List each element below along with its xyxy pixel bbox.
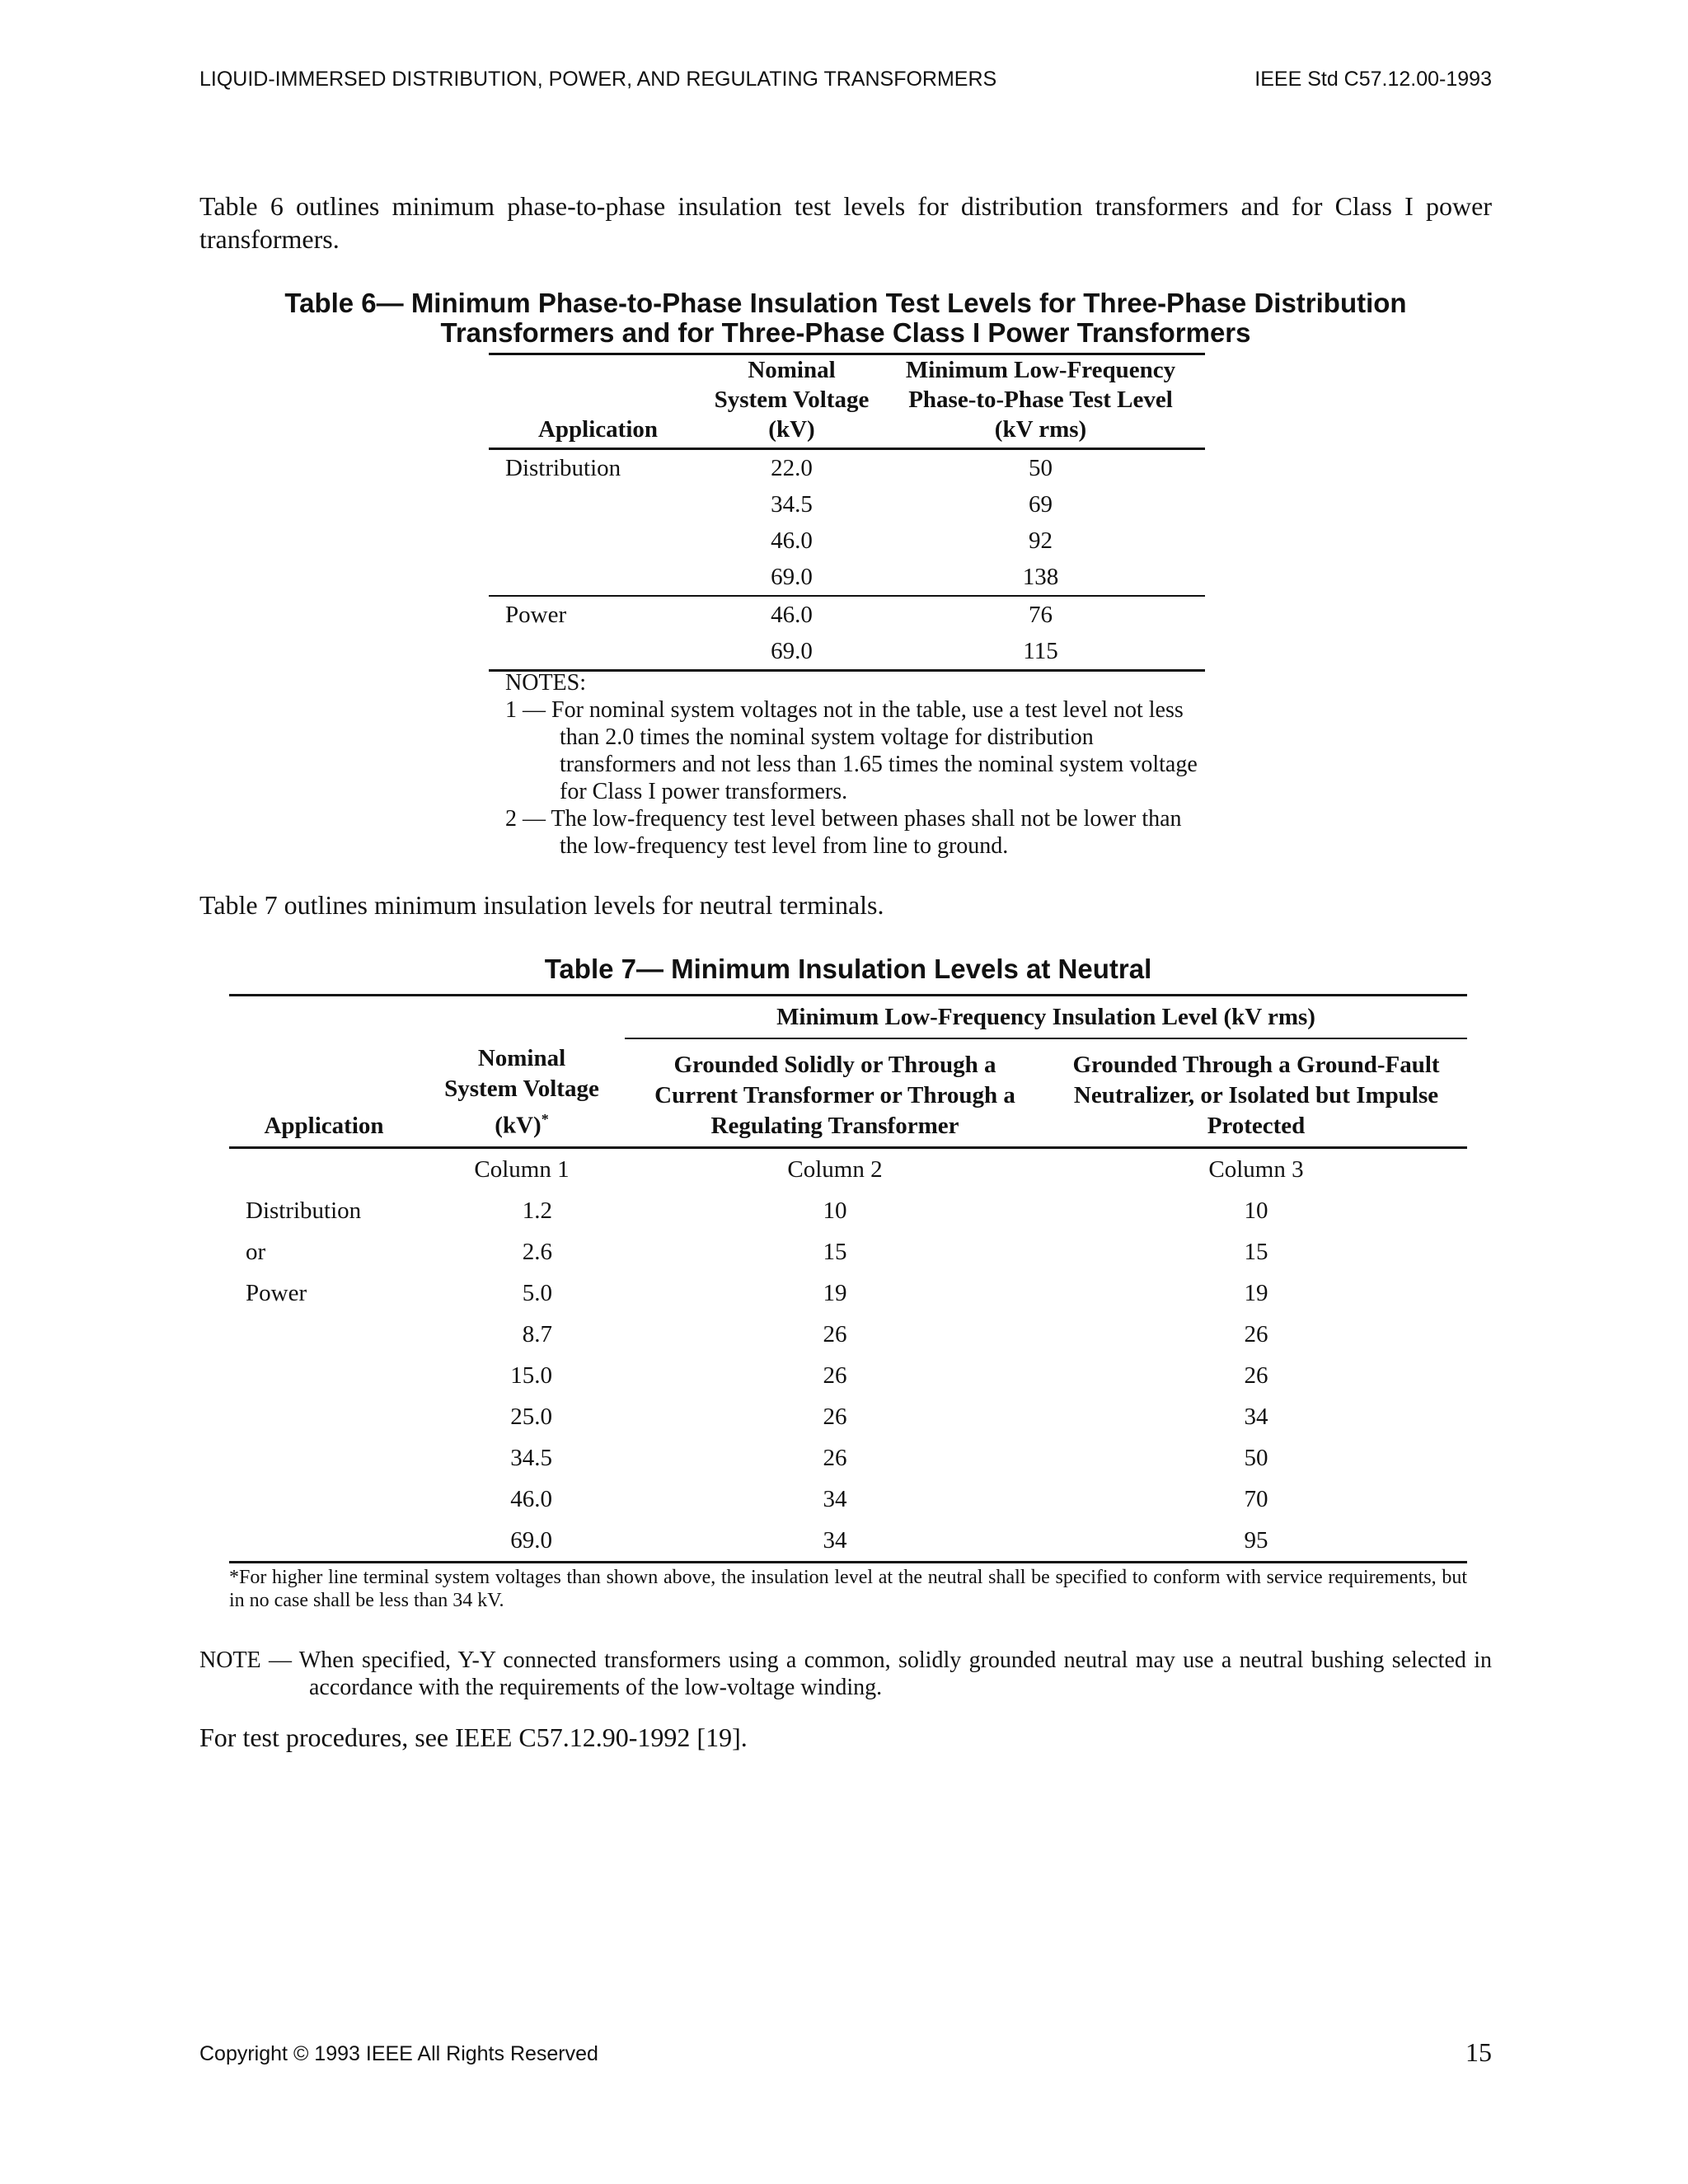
cell-application: Power bbox=[505, 602, 567, 628]
cell-voltage: 1.2 bbox=[522, 1197, 552, 1224]
cell-application bbox=[489, 559, 707, 596]
cell-test-level: 92 bbox=[1029, 527, 1053, 554]
notes-title: NOTES: bbox=[505, 670, 586, 696]
table6-caption bbox=[199, 288, 1492, 348]
table-row bbox=[229, 1231, 1467, 1272]
table-row bbox=[229, 1272, 1467, 1314]
header-line: Protected bbox=[1207, 1112, 1306, 1139]
cell-application bbox=[489, 633, 707, 671]
cell-voltage: 8.7 bbox=[522, 1320, 552, 1347]
header-line: System Voltage bbox=[714, 387, 870, 413]
cell-voltage: 2.6 bbox=[522, 1238, 552, 1265]
table7-caption: Table 7— Minimum Insulation Levels at Neutral bbox=[544, 954, 1152, 984]
table-row bbox=[229, 1314, 1467, 1355]
table-row bbox=[229, 1437, 1467, 1479]
cell-voltage: 34.5 bbox=[510, 1444, 552, 1471]
cell-application: Distribution bbox=[505, 455, 621, 481]
copyright-notice: Copyright © 1993 IEEE All Rights Reserved bbox=[199, 2042, 598, 2065]
cell-test-level: 138 bbox=[876, 559, 1205, 596]
header-line: Phase-to-Phase Test Level bbox=[908, 387, 1173, 413]
table6-intro-paragraph: Table 6 outlines minimum phase-to-phase insulation test levels for distribution transformers and for Class I power transformers. bbox=[199, 191, 1492, 254]
cell-ground-fault: 70 bbox=[1244, 1485, 1268, 1512]
table-row bbox=[229, 1190, 1467, 1231]
header-title: LIQUID-IMMERSED DISTRIBUTION, POWER, AND REGULATING TRANSFORMERS bbox=[199, 68, 997, 91]
header-line: Current Transformer or Through a bbox=[654, 1081, 1015, 1108]
table6-caption-line: Transformers and for Three-Phase Class I Power Transformers bbox=[440, 317, 1251, 348]
header-line: Neutralizer, or Isolated but Impulse bbox=[1073, 1081, 1439, 1108]
cell-grounded-solidly: 26 bbox=[823, 1403, 847, 1430]
cell-voltage: 22.0 bbox=[771, 455, 813, 481]
cell-application bbox=[229, 1314, 419, 1355]
cell-grounded-solidly: 26 bbox=[823, 1320, 847, 1347]
cell-test-level: 50 bbox=[1029, 455, 1053, 481]
cell-grounded-solidly: 10 bbox=[823, 1197, 847, 1224]
cell-voltage: 69.0 bbox=[771, 638, 813, 664]
note-item: 2 — The low-frequency test level between phases shall not be lower than the low-frequency test level from line to ground. bbox=[505, 806, 1182, 859]
cell-voltage: 46.0 bbox=[771, 527, 813, 554]
cell-grounded-solidly: 15 bbox=[823, 1238, 847, 1265]
cell-ground-fault: 95 bbox=[1244, 1526, 1268, 1554]
cell-voltage: 34.5 bbox=[771, 491, 813, 518]
cell-application bbox=[229, 1437, 419, 1479]
cell-application bbox=[229, 1520, 419, 1563]
header-line: Regulating Transformer bbox=[710, 1112, 959, 1139]
page-footer bbox=[199, 2037, 1492, 2070]
table7-column-labels-row bbox=[229, 1147, 1467, 1190]
note-item: 1 — For nominal system voltages not in the table, use a test level not less than 2.0 times the nominal system voltage for distribution transformers and not less than 1.65 times the nominal system voltage for Class I power transformers. bbox=[505, 697, 1198, 804]
table7 bbox=[229, 994, 1467, 1563]
cell-ground-fault: 50 bbox=[1244, 1444, 1268, 1471]
cell-application bbox=[229, 1396, 419, 1437]
table-row bbox=[229, 1520, 1467, 1563]
header-line: (kV) bbox=[768, 416, 815, 443]
table6-notes bbox=[505, 669, 1198, 860]
table6 bbox=[489, 353, 1205, 672]
cell-application: Power bbox=[246, 1279, 307, 1306]
header-line: (kV rms) bbox=[994, 416, 1087, 443]
cell-grounded-solidly: 26 bbox=[823, 1444, 847, 1471]
cell-test-level: 76 bbox=[1029, 602, 1053, 628]
cell-application bbox=[229, 1479, 419, 1520]
cell-grounded-solidly: 19 bbox=[823, 1279, 847, 1306]
table6-header-voltage bbox=[707, 354, 876, 449]
cell-ground-fault: 15 bbox=[1244, 1238, 1268, 1265]
cell-application bbox=[489, 486, 707, 523]
cell-application: Distribution bbox=[246, 1197, 362, 1224]
cell-ground-fault: 10 bbox=[1244, 1197, 1268, 1224]
cell-grounded-solidly: 34 bbox=[823, 1485, 847, 1512]
cell-application bbox=[229, 1355, 419, 1396]
header-line: Grounded Through a Ground-Fault bbox=[1072, 1051, 1440, 1078]
cell-grounded-solidly: 34 bbox=[823, 1526, 847, 1554]
cell-grounded-solidly: 26 bbox=[823, 1361, 847, 1389]
neutral-bushing-note: NOTE — When specified, Y-Y connected transformers using a common, solidly grounded neutral may use a neutral bushing selected in accordance with the requirements of the low-voltage winding. bbox=[199, 1647, 1492, 1700]
cell-ground-fault: 34 bbox=[1244, 1403, 1268, 1430]
table7-intro-paragraph: Table 7 outlines minimum insulation levels for neutral terminals. bbox=[199, 890, 884, 920]
cell-voltage: 46.0 bbox=[771, 602, 813, 628]
footnote-mark: * bbox=[541, 1111, 549, 1127]
header-line: Nominal bbox=[748, 357, 836, 383]
cell-test-level: 69 bbox=[1029, 491, 1053, 518]
header-line: (kV)* bbox=[495, 1111, 549, 1139]
cell-voltage: 69.0 bbox=[707, 559, 876, 596]
header-line: Minimum Low-Frequency bbox=[905, 357, 1176, 383]
cell-ground-fault: 19 bbox=[1244, 1279, 1268, 1306]
header-standard-id: IEEE Std C57.12.00-1993 bbox=[1254, 68, 1492, 91]
table-row bbox=[489, 633, 1205, 671]
table-row bbox=[229, 1355, 1467, 1396]
cell-voltage: 46.0 bbox=[510, 1485, 552, 1512]
table7-header-ground-fault-neutralizer bbox=[1045, 1038, 1467, 1147]
table6-header-application: Application bbox=[489, 354, 707, 449]
table-row bbox=[489, 559, 1205, 596]
table-row bbox=[489, 449, 1205, 487]
running-header bbox=[199, 68, 1492, 97]
test-procedures-paragraph: For test procedures, see IEEE C57.12.90-1992 [19]. bbox=[199, 1722, 748, 1752]
table-row bbox=[229, 1479, 1467, 1520]
cell-application bbox=[489, 523, 707, 559]
cell-voltage: 15.0 bbox=[510, 1361, 552, 1389]
table-row bbox=[489, 486, 1205, 523]
table7-span-header-row bbox=[229, 996, 1467, 1039]
cell-application: or bbox=[246, 1238, 266, 1265]
table-row bbox=[229, 1396, 1467, 1437]
table7-header-grounded-solidly bbox=[625, 1038, 1045, 1147]
cell-voltage: 69.0 bbox=[510, 1526, 552, 1554]
column-label: Column 1 bbox=[474, 1155, 570, 1183]
table-row bbox=[489, 523, 1205, 559]
cell-voltage: 5.0 bbox=[522, 1279, 552, 1306]
table7-footnote: *For higher line terminal system voltages than shown above, the insulation level at the neutral shall be specified to conform with service requirements, but in no case shall be less than 34 kV. bbox=[229, 1567, 1467, 1611]
header-line: System Voltage bbox=[444, 1076, 599, 1102]
cell-test-level: 115 bbox=[1023, 638, 1058, 664]
header-line: Nominal bbox=[477, 1045, 566, 1071]
column-label: Column 3 bbox=[1208, 1155, 1304, 1183]
table7-span-header: Minimum Low-Frequency Insulation Level (kV rms) bbox=[625, 996, 1467, 1039]
cell-voltage: 25.0 bbox=[510, 1403, 552, 1430]
page-number: 15 bbox=[1465, 2037, 1492, 2067]
table-row bbox=[489, 596, 1205, 633]
header-line: Grounded Solidly or Through a bbox=[673, 1051, 996, 1078]
cell-ground-fault: 26 bbox=[1244, 1361, 1268, 1389]
table7-header-row bbox=[229, 1038, 1467, 1147]
table7-header-application: Application bbox=[229, 1038, 419, 1147]
table6-header-test-level bbox=[876, 354, 1205, 449]
table7-header-voltage bbox=[419, 1038, 625, 1147]
column-label: Column 2 bbox=[787, 1155, 883, 1183]
table6-header-row bbox=[489, 354, 1205, 449]
table6-caption-line: Table 6— Minimum Phase-to-Phase Insulation Test Levels for Three-Phase Distribution bbox=[284, 288, 1407, 318]
cell-ground-fault: 26 bbox=[1244, 1320, 1268, 1347]
